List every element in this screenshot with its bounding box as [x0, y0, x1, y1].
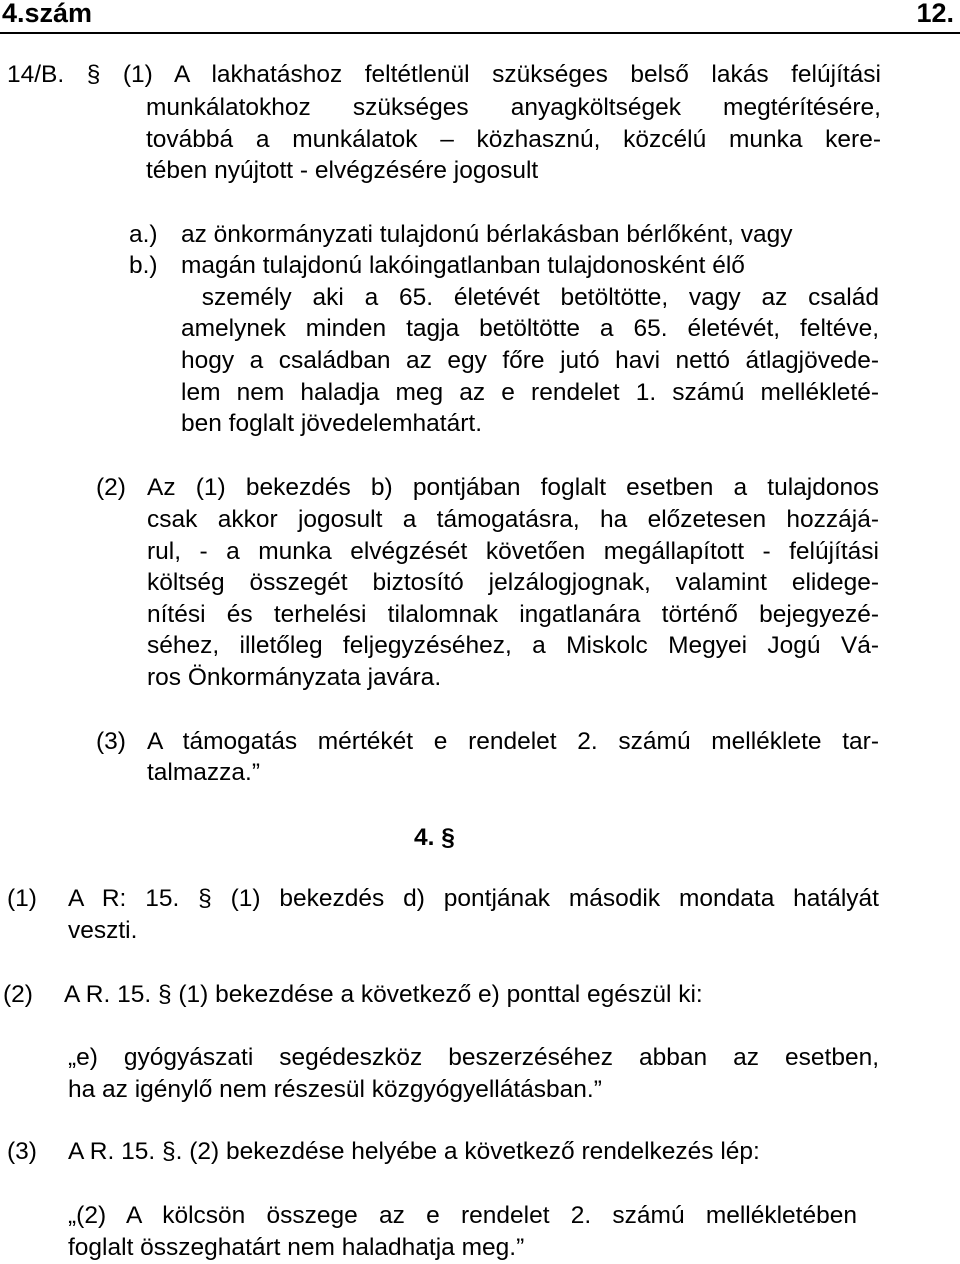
- section-4-para-2-quote-line-2: ha az igénylő nem részesül közgyógyellátásban.”: [68, 1076, 602, 1103]
- section-14b-line-1: 14/B. § (1) A lakhatáshoz feltétlenül szükséges belső lakás felújítási: [7, 61, 881, 88]
- section-14b-line-3: továbbá a munkálatok – közhasznú, közcélú munka kere-: [146, 126, 881, 153]
- section-4-para-1-line-1: A R: 15. § (1) bekezdés d) pontjának második mondata hatályát: [68, 885, 879, 912]
- page-number: 12.: [916, 0, 954, 28]
- item-b-line-4: hogy a családban az egy főre jutó havi nettó átlagjövede-: [181, 347, 879, 374]
- section-4-para-3-text: A R. 15. §. (2) bekezdése helyébe a következő rendelkezés lép:: [68, 1138, 760, 1165]
- issue-number: 4.szám: [2, 0, 93, 28]
- para-2-line-4: költség összegét biztosító jelzálogjognak, valamint elidege-: [147, 569, 879, 596]
- para-2-line-5: nítési és terhelési tilalomnak ingatlanára történő bejegyezé-: [147, 601, 879, 628]
- item-b-line-5: lem nem haladja meg az e rendelet 1. számú mellékleté-: [181, 379, 879, 406]
- section-4-para-3-quote-line-2: foglalt összeghatárt nem haladhatja meg.”: [68, 1234, 525, 1261]
- section-4-para-3-label: (3): [7, 1138, 37, 1165]
- section-4-para-2-quote-line-1: „e) gyógyászati segédeszköz beszerzéséhez abban az esetben,: [68, 1044, 879, 1071]
- item-b-line-1: magán tulajdonú lakóingatlanban tulajdonosként élő: [181, 252, 745, 279]
- para-2-line-7: ros Önkormányzata javára.: [147, 664, 442, 691]
- item-a-label: a.): [129, 221, 158, 248]
- section-4-para-2-label: (2): [3, 981, 33, 1008]
- page-header: [0, 0, 960, 30]
- para-2-label: (2): [96, 474, 126, 501]
- section-4-para-3-quote-line-1: „(2) A kölcsön összege az e rendelet 2. számú mellékletében: [68, 1202, 857, 1229]
- para-3-line-2: talmazza.”: [147, 759, 261, 786]
- section-14b-line-4: tében nyújtott - elvégzésére jogosult: [146, 157, 539, 184]
- section-4-para-2-text: A R. 15. § (1) bekezdése a következő e) ponttal egészül ki:: [64, 981, 703, 1008]
- section-4-para-1-label: (1): [7, 885, 37, 912]
- para-2-line-3: rul, - a munka elvégzését követően megállapított - felújítási: [147, 538, 879, 565]
- item-b-label: b.): [129, 252, 158, 279]
- para-2-line-2: csak akkor jogosult a támogatásra, ha előzetesen hozzájá-: [147, 506, 879, 533]
- para-2-line-6: séhez, illetőleg feljegyzéséhez, a Miskolc Megyei Jogú Vá-: [147, 632, 879, 659]
- para-2-line-1: Az (1) bekezdés b) pontjában foglalt esetben a tulajdonos: [147, 474, 879, 501]
- section-14b-line-2: munkálatokhoz szükséges anyagköltségek megtérítésére,: [146, 94, 881, 121]
- para-3-label: (3): [96, 728, 126, 755]
- item-b-line-6: ben foglalt jövedelemhatárt.: [181, 410, 482, 437]
- item-b-line-3: amelynek minden tagja betöltötte a 65. életévét, feltéve,: [181, 315, 879, 342]
- para-3-line-1: A támogatás mértékét e rendelet 2. számú melléklete tar-: [147, 728, 879, 755]
- item-b-line-2: személy aki a 65. életévét betöltötte, vagy az család: [181, 284, 879, 311]
- section-4-heading: 4. §: [414, 824, 455, 851]
- header-divider: [0, 32, 960, 34]
- item-a-text: az önkormányzati tulajdonú bérlakásban bérlőként, vagy: [181, 221, 793, 248]
- section-4-para-1-line-2: veszti.: [68, 917, 138, 944]
